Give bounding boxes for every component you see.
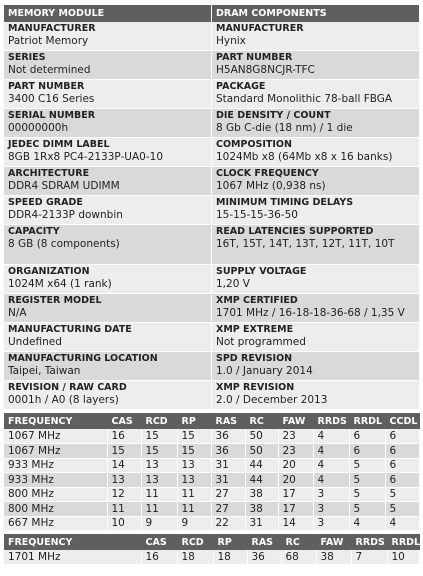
cell-ccdl: 6 — [385, 429, 419, 444]
xmp-timings-table — [4, 534, 420, 565]
cell-ccdl: 5 — [385, 487, 419, 502]
dram-read-latencies-supported — [212, 225, 419, 265]
field-value: Hynix — [216, 35, 246, 47]
cell-ccdl: 6 — [385, 458, 419, 473]
field-value: 15-15-15-36-50 — [216, 209, 298, 221]
cell-rcd: 11 — [141, 502, 177, 517]
field-value: 8 GB (8 components) — [8, 238, 120, 250]
field-label: DIE DENSITY / COUNT — [216, 110, 331, 121]
xmp-header-row — [4, 534, 419, 550]
cell-frequency: 1067 MHz — [4, 444, 107, 459]
cell-ccdl: 6 — [385, 473, 419, 488]
field-label: SERIAL NUMBER — [8, 110, 96, 121]
cell-rrds: 3 — [313, 516, 349, 531]
column-header-frequency: FREQUENCY — [4, 534, 141, 550]
field-label: ARCHITECTURE — [8, 168, 90, 179]
column-header-rrds: RRDS — [313, 413, 349, 429]
cell-faw: 17 — [278, 487, 313, 502]
module-part-number — [4, 80, 211, 109]
dram-spd-revision — [212, 352, 419, 381]
cell-ras: 22 — [211, 516, 245, 531]
cell-rc: 50 — [245, 429, 278, 444]
table-row — [4, 487, 419, 502]
field-value: 1067 MHz (0,938 ns) — [216, 180, 326, 192]
cell-frequency: 800 MHz — [4, 502, 107, 517]
cell-rp: 18 — [213, 550, 247, 565]
cell-rc: 38 — [245, 502, 278, 517]
cell-cas: 16 — [141, 550, 177, 565]
cell-rc: 44 — [245, 458, 278, 473]
column-header-faw: FAW — [316, 534, 351, 550]
cell-faw: 14 — [278, 516, 313, 531]
cell-rc: 50 — [245, 444, 278, 459]
cell-frequency: 800 MHz — [4, 487, 107, 502]
cell-rrdl: 10 — [387, 550, 419, 565]
cell-rrdl: 6 — [349, 444, 385, 459]
cell-ras: 27 — [211, 502, 245, 517]
module-speed-grade — [4, 196, 211, 225]
field-value: 00000000h — [8, 122, 69, 134]
cell-frequency: 1067 MHz — [4, 429, 107, 444]
cell-faw: 23 — [278, 444, 313, 459]
field-value: Taipei, Taiwan — [8, 365, 81, 377]
dram-part-number — [212, 51, 419, 80]
field-label: MANUFACTURING DATE — [8, 324, 132, 335]
cell-rcd: 15 — [141, 429, 177, 444]
cell-rp: 13 — [177, 473, 211, 488]
dram-supply-voltage — [212, 265, 419, 294]
module-manufacturer — [4, 22, 211, 51]
cell-faw: 20 — [278, 473, 313, 488]
cell-rc: 68 — [281, 550, 316, 565]
field-label: REGISTER MODEL — [8, 295, 102, 306]
dram-composition — [212, 138, 419, 167]
field-label: MINIMUM TIMING DELAYS — [216, 197, 354, 208]
cell-rrds: 7 — [351, 550, 387, 565]
cell-rp: 11 — [177, 487, 211, 502]
cell-ras: 36 — [211, 429, 245, 444]
field-label: PART NUMBER — [8, 81, 85, 92]
field-label: COMPOSITION — [216, 139, 292, 150]
field-label: SPEED GRADE — [8, 197, 83, 208]
column-header-cas: CAS — [107, 413, 141, 429]
field-label: XMP EXTREME — [216, 324, 294, 335]
column-header-rp: RP — [177, 413, 211, 429]
table-row — [4, 502, 419, 517]
cell-faw: 17 — [278, 502, 313, 517]
field-label: PACKAGE — [216, 81, 266, 92]
column-header-ras: RAS — [211, 413, 245, 429]
cell-rrds: 4 — [313, 444, 349, 459]
field-label: ORGANIZATION — [8, 266, 90, 277]
field-label: MANUFACTURER — [8, 23, 96, 34]
cell-rcd: 18 — [177, 550, 213, 565]
cell-frequency: 933 MHz — [4, 458, 107, 473]
cell-ccdl: 4 — [385, 516, 419, 531]
table-row — [4, 429, 419, 444]
cell-rc: 38 — [245, 487, 278, 502]
memory-module-header: MEMORY MODULE — [4, 5, 211, 22]
field-label: MANUFACTURING LOCATION — [8, 353, 158, 364]
cell-rrdl: 4 — [349, 516, 385, 531]
table-row — [4, 458, 419, 473]
field-value: H5AN8G8NCJR-TFC — [216, 64, 315, 76]
field-value: Standard Monolithic 78-ball FBGA — [216, 93, 393, 105]
table-row — [4, 473, 419, 488]
memory-module-column — [4, 5, 211, 410]
cell-rp: 15 — [177, 429, 211, 444]
cell-rcd: 11 — [141, 487, 177, 502]
column-header-rc: RC — [245, 413, 278, 429]
field-label: CLOCK FREQUENCY — [216, 168, 319, 179]
module-jedec-dimm-label — [4, 138, 211, 167]
column-header-faw: FAW — [278, 413, 313, 429]
module-organization — [4, 265, 211, 294]
cell-ccdl: 5 — [385, 502, 419, 517]
field-value: Not programmed — [216, 336, 306, 348]
module-capacity — [4, 225, 211, 265]
field-value: Not determined — [8, 64, 91, 76]
cell-cas: 13 — [107, 473, 141, 488]
dram-components-header: DRAM COMPONENTS — [212, 5, 419, 22]
cell-faw: 20 — [278, 458, 313, 473]
column-header-ccdl: CCDL — [385, 413, 419, 429]
column-header-frequency: FREQUENCY — [4, 413, 107, 429]
cell-ccdl: 6 — [385, 444, 419, 459]
cell-rrds: 3 — [313, 487, 349, 502]
table-row — [4, 444, 419, 459]
cell-faw: 38 — [316, 550, 351, 565]
table-row — [4, 516, 419, 531]
field-value: 8 Gb C-die (18 nm) / 1 die — [216, 122, 353, 134]
dram-package — [212, 80, 419, 109]
module-register-model — [4, 294, 211, 323]
dram-components-column — [212, 5, 419, 410]
field-value: Undefined — [8, 336, 62, 348]
dram-minimum-timing-delays — [212, 196, 419, 225]
cell-frequency: 667 MHz — [4, 516, 107, 531]
cell-rrds: 4 — [313, 458, 349, 473]
cell-rcd: 9 — [141, 516, 177, 531]
cell-faw: 23 — [278, 429, 313, 444]
field-value: 1,20 V — [216, 278, 250, 290]
column-header-rrdl: RRDL — [349, 413, 385, 429]
jedec-header-row — [4, 413, 419, 429]
field-value: 1.0 / January 2014 — [216, 365, 313, 377]
field-label: SERIES — [8, 52, 46, 63]
cell-rrds: 4 — [313, 473, 349, 488]
cell-cas: 11 — [107, 502, 141, 517]
cell-ras: 31 — [211, 473, 245, 488]
cell-rc: 31 — [245, 516, 278, 531]
cell-ras: 36 — [211, 444, 245, 459]
field-label: XMP REVISION — [216, 382, 295, 393]
cell-ras: 31 — [211, 458, 245, 473]
cell-cas: 16 — [107, 429, 141, 444]
field-value: 1701 MHz / 16-18-18-36-68 / 1,35 V — [216, 307, 405, 319]
field-label: SPD REVISION — [216, 353, 293, 364]
dram-xmp-extreme — [212, 323, 419, 352]
cell-rrdl: 5 — [349, 502, 385, 517]
field-value: 1024M x64 (1 rank) — [8, 278, 112, 290]
dram-manufacturer — [212, 22, 419, 51]
cell-frequency: 933 MHz — [4, 473, 107, 488]
module-manufacturing-date — [4, 323, 211, 352]
field-label: REVISION / RAW CARD — [8, 382, 127, 393]
cell-rp: 15 — [177, 444, 211, 459]
field-label: READ LATENCIES SUPPORTED — [216, 226, 374, 237]
dram-components-rows — [212, 22, 419, 410]
dram-xmp-revision — [212, 381, 419, 410]
table-row — [4, 550, 419, 565]
column-header-rrdl: RRDL — [387, 534, 419, 550]
module-architecture — [4, 167, 211, 196]
field-value: N/A — [8, 307, 27, 319]
column-header-cas: CAS — [141, 534, 177, 550]
cell-cas: 12 — [107, 487, 141, 502]
column-header-rrds: RRDS — [351, 534, 387, 550]
column-header-ras: RAS — [247, 534, 281, 550]
cell-rrds: 4 — [313, 429, 349, 444]
field-label: SUPPLY VOLTAGE — [216, 266, 307, 277]
cell-rcd: 13 — [141, 473, 177, 488]
cell-ras: 27 — [211, 487, 245, 502]
dram-die-density-count — [212, 109, 419, 138]
field-label: PART NUMBER — [216, 52, 293, 63]
cell-rc: 44 — [245, 473, 278, 488]
field-value: DDR4-2133P downbin — [8, 209, 123, 221]
memory-module-rows — [4, 22, 211, 410]
field-value: 16T, 15T, 14T, 13T, 12T, 11T, 10T — [216, 238, 395, 250]
module-series — [4, 51, 211, 80]
dram-clock-frequency — [212, 167, 419, 196]
dram-xmp-certified — [212, 294, 419, 323]
column-header-rp: RP — [213, 534, 247, 550]
cell-rcd: 13 — [141, 458, 177, 473]
field-value: 2.0 / December 2013 — [216, 394, 328, 406]
cell-rrdl: 5 — [349, 473, 385, 488]
module-serial-number — [4, 109, 211, 138]
field-value: DDR4 SDRAM UDIMM — [8, 180, 120, 192]
field-label: XMP CERTIFIED — [216, 295, 298, 306]
module-revision-raw-card — [4, 381, 211, 410]
cell-cas: 14 — [107, 458, 141, 473]
column-header-rcd: RCD — [177, 534, 213, 550]
cell-rrds: 3 — [313, 502, 349, 517]
cell-rp: 13 — [177, 458, 211, 473]
field-value: Patriot Memory — [8, 35, 89, 47]
cell-ras: 36 — [247, 550, 281, 565]
cell-rrdl: 5 — [349, 458, 385, 473]
module-manufacturing-location — [4, 352, 211, 381]
spd-info-panel — [4, 5, 419, 565]
cell-cas: 15 — [107, 444, 141, 459]
column-header-rc: RC — [281, 534, 316, 550]
spec-grid — [4, 5, 419, 410]
cell-rrdl: 6 — [349, 429, 385, 444]
cell-rcd: 15 — [141, 444, 177, 459]
column-header-rcd: RCD — [141, 413, 177, 429]
field-label: CAPACITY — [8, 226, 60, 237]
field-value: 1024Mb x8 (64Mb x8 x 16 banks) — [216, 151, 393, 163]
field-value: 3400 C16 Series — [8, 93, 95, 105]
cell-frequency: 1701 MHz — [4, 550, 141, 565]
field-label: JEDEC DIMM LABEL — [8, 139, 110, 150]
field-label: MANUFACTURER — [216, 23, 304, 34]
cell-rp: 9 — [177, 516, 211, 531]
jedec-timings-table — [4, 413, 420, 531]
cell-rp: 11 — [177, 502, 211, 517]
field-value: 8GB 1Rx8 PC4-2133P-UA0-10 — [8, 151, 164, 163]
cell-rrdl: 5 — [349, 487, 385, 502]
cell-cas: 10 — [107, 516, 141, 531]
field-value: 0001h / A0 (8 layers) — [8, 394, 119, 406]
